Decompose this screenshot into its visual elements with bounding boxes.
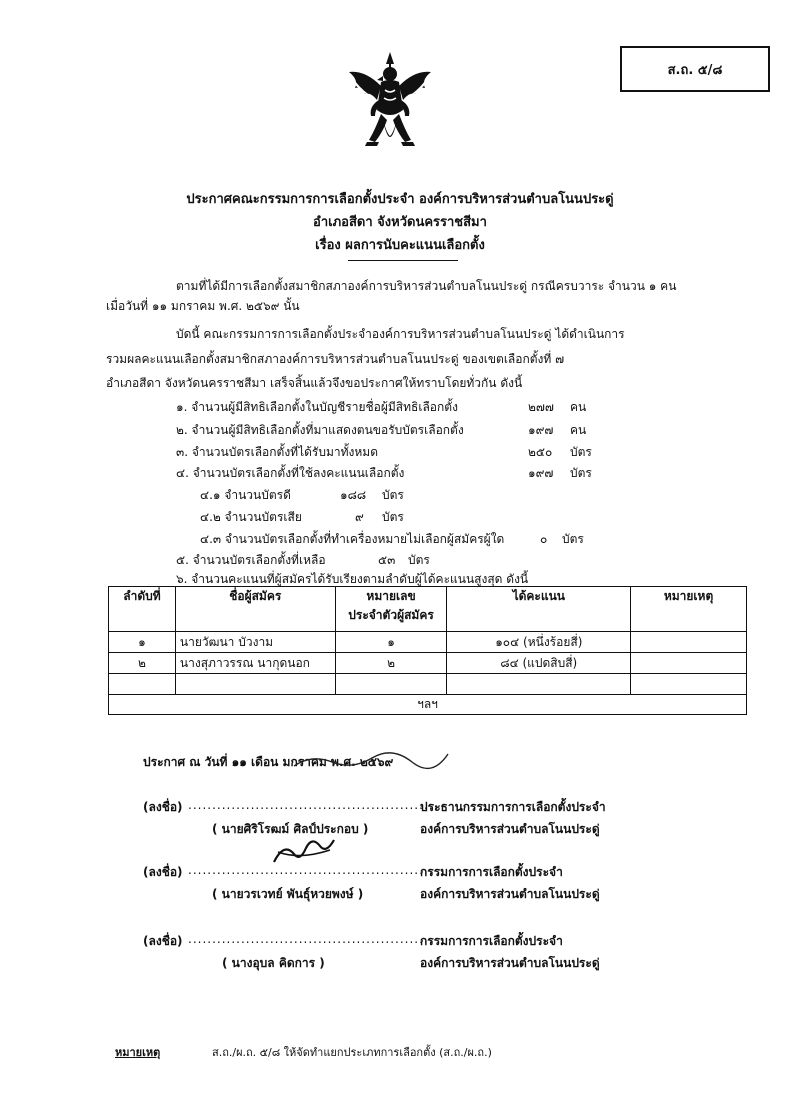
stat-remaining-unit: บัตร	[408, 553, 430, 567]
row-remark	[631, 632, 747, 653]
note-label: หมายเหตุ	[115, 1046, 161, 1059]
stat-ballots-received-unit: บัตร	[570, 445, 592, 459]
date-signature-scribble-icon	[292, 748, 452, 772]
substat-no-vote-label: ๔.๓ จำนวนบัตรเลือกตั้งที่ทำเครื่องหมายไม่เลือกผู้สมัครผู้ใด	[200, 532, 505, 546]
table-footer-etc: ฯลฯ	[109, 695, 747, 715]
table-row-empty	[109, 674, 747, 695]
substat-no-vote-unit: บัตร	[562, 532, 584, 546]
signature1-name: ( นายศิริโรฒม์ ศิลป์ประกอบ )	[212, 822, 369, 836]
signature3-role-line1: กรรมการการเลือกตั้งประจำ	[420, 934, 563, 948]
paragraph2-line3: อำเภอสีดา จังหวัดนครราชสีมา เสร็จสิ้นแล้วจึงขอประกาศให้ทราบโดยทั่วกัน ดังนี้	[106, 376, 523, 390]
stat-ballots-used-label: ๔. จำนวนบัตรเลือกตั้งที่ใช้ลงคะแนนเลือกตั้ง	[176, 466, 405, 480]
signature3-label: (ลงชื่อ)	[143, 934, 183, 948]
signature1-label: (ลงชื่อ)	[143, 800, 183, 814]
row-candidate-number: ๒	[335, 653, 447, 674]
stat-remaining-value: ๕๓	[378, 553, 396, 567]
signature1-role-line2: องค์การบริหารส่วนตำบลโนนประดู่	[420, 822, 600, 836]
substat-good-ballots-label: ๔.๑ จำนวนบัตรดี	[200, 488, 291, 502]
row-remark	[631, 653, 747, 674]
header-rank: ลำดับที่	[109, 587, 176, 632]
garuda-emblem-icon	[345, 50, 435, 160]
ranking-title: ๖. จำนวนคะแนนที่ผู้สมัครได้รับเรียงตามลำดับผู้ได้คะแนนสูงสุด ดังนี้	[176, 572, 529, 586]
note-text: ส.ถ./ผ.ถ. ๕/๘ ให้จัดทำแยกประเภทการเลือกตั้ง (ส.ถ./ผ.ถ.)	[212, 1046, 492, 1059]
signature2-label: (ลงชื่อ)	[143, 865, 183, 879]
paragraph2-line2: รวมผลคะแนนเลือกตั้งสมาชิกสภาองค์การบริหารส่วนตำบลโนนประดู่ ของเขตเลือกตั้งที่ ๗	[106, 352, 565, 366]
stat-ballots-received-value: ๒๕๐	[528, 445, 553, 459]
signature1-role-line1: ประธานกรรมการการเลือกตั้งประจำ	[420, 800, 606, 814]
stat-eligible-voters-label: ๑. จำนวนผู้มีสิทธิเลือกตั้งในบัญชีรายชื่อผู้มีสิทธิเลือกตั้ง	[176, 400, 458, 414]
substat-good-ballots-unit: บัตร	[382, 488, 404, 502]
stat-ballots-used-value: ๑๙๗	[528, 466, 554, 480]
table-row	[109, 653, 747, 674]
signature2-role-line2: องค์การบริหารส่วนตำบลโนนประดู่	[420, 887, 600, 901]
stat-ballots-received-label: ๓. จำนวนบัตรเลือกตั้งที่ได้รับมาทั้งหมด	[176, 445, 379, 459]
signature1-line: ...................................................	[188, 798, 434, 812]
table-header-row	[109, 587, 747, 632]
paragraph1-line1: ตามที่ได้มีการเลือกตั้งสมาชิกสภาองค์การบริหารส่วนตำบลโนนประดู่ กรณีครบวาระ จำนวน ๑ คน	[176, 279, 677, 293]
form-code: ส.ถ. ๕/๘	[667, 62, 723, 78]
signature2-role-line1: กรรมการการเลือกตั้งประจำ	[420, 865, 563, 879]
form-code-box	[620, 46, 770, 92]
substat-no-vote-value: ๐	[540, 532, 548, 546]
paragraph2-line1: บัดนี้ คณะกรรมการการเลือกตั้งประจำองค์การบริหารส่วนตำบลโนนประดู่ ได้ดำเนินการ	[176, 327, 625, 341]
table-row	[109, 632, 747, 653]
substat-spoiled-ballots-unit: บัตร	[382, 510, 404, 524]
header-title-line1: ประกาศคณะกรรมการการเลือกตั้งประจำ องค์การบริหารส่วนตำบลโนนประดู่	[186, 192, 614, 207]
row-score: ๘๔ (แปดสิบสี่)	[447, 653, 631, 674]
header-candidate-name: ชื่อผู้สมัคร	[175, 587, 335, 632]
stat-turnout-label: ๒. จำนวนผู้มีสิทธิเลือกตั้งที่มาแสดงตนขอรับบัตรเลือกตั้ง	[176, 423, 464, 437]
signature2-line: ...................................................	[188, 863, 434, 877]
header-candidate-number-line2: ประจำตัวผู้สมัคร	[348, 608, 434, 622]
header-title-line2: อำเภอสีดา จังหวัดนครราชสีมา	[313, 215, 487, 230]
header-candidate-number-line1: หมายเลข	[366, 589, 416, 603]
substat-good-ballots-value: ๑๘๘	[340, 488, 367, 502]
substat-spoiled-ballots-value: ๙	[355, 510, 364, 524]
stat-ballots-used-unit: บัตร	[570, 466, 592, 480]
stat-turnout-value: ๑๙๗	[528, 423, 554, 437]
results-table	[108, 586, 747, 715]
substat-spoiled-ballots-label: ๔.๒ จำนวนบัตรเสีย	[200, 510, 302, 524]
title-divider	[348, 260, 458, 261]
header-title-line3: เรื่อง ผลการนับคะแนนเลือกตั้ง	[315, 238, 485, 253]
row-rank: ๑	[109, 632, 176, 653]
announce-date: ประกาศ ณ วันที่ ๑๑ เดือน มกราคม พ.ศ. ๒๕๖๙	[143, 755, 394, 769]
header-candidate-number	[335, 587, 447, 632]
stat-eligible-voters-value: ๒๗๗	[528, 400, 554, 414]
signature3-line: ...................................................	[188, 932, 434, 946]
paragraph1-line2: เมื่อวันที่ ๑๑ มกราคม พ.ศ. ๒๕๖๙ นั้น	[106, 299, 300, 313]
row-candidate-name: นายวัฒนา บัวงาม	[175, 632, 335, 653]
stat-remaining-label: ๕. จำนวนบัตรเลือกตั้งที่เหลือ	[176, 553, 326, 567]
signature3-role-line2: องค์การบริหารส่วนตำบลโนนประดู่	[420, 956, 600, 970]
signature2-name: ( นายวรเวทย์ พันธุ์หวยพงษ์ )	[212, 887, 364, 901]
row-rank: ๒	[109, 653, 176, 674]
row-score: ๑๐๔ (หนึ่งร้อยสี่)	[447, 632, 631, 653]
stat-turnout-unit: คน	[570, 423, 587, 437]
header-remark: หมายเหตุ	[631, 587, 747, 632]
row-candidate-number: ๑	[335, 632, 447, 653]
table-footer-row	[109, 695, 747, 715]
header-score: ได้คะแนน	[447, 587, 631, 632]
row-candidate-name: นางสุภาวรรณ นากุดนอก	[175, 653, 335, 674]
signature3-name: ( นางอุบล คิดการ )	[222, 956, 325, 970]
stat-eligible-voters-unit: คน	[570, 400, 587, 414]
